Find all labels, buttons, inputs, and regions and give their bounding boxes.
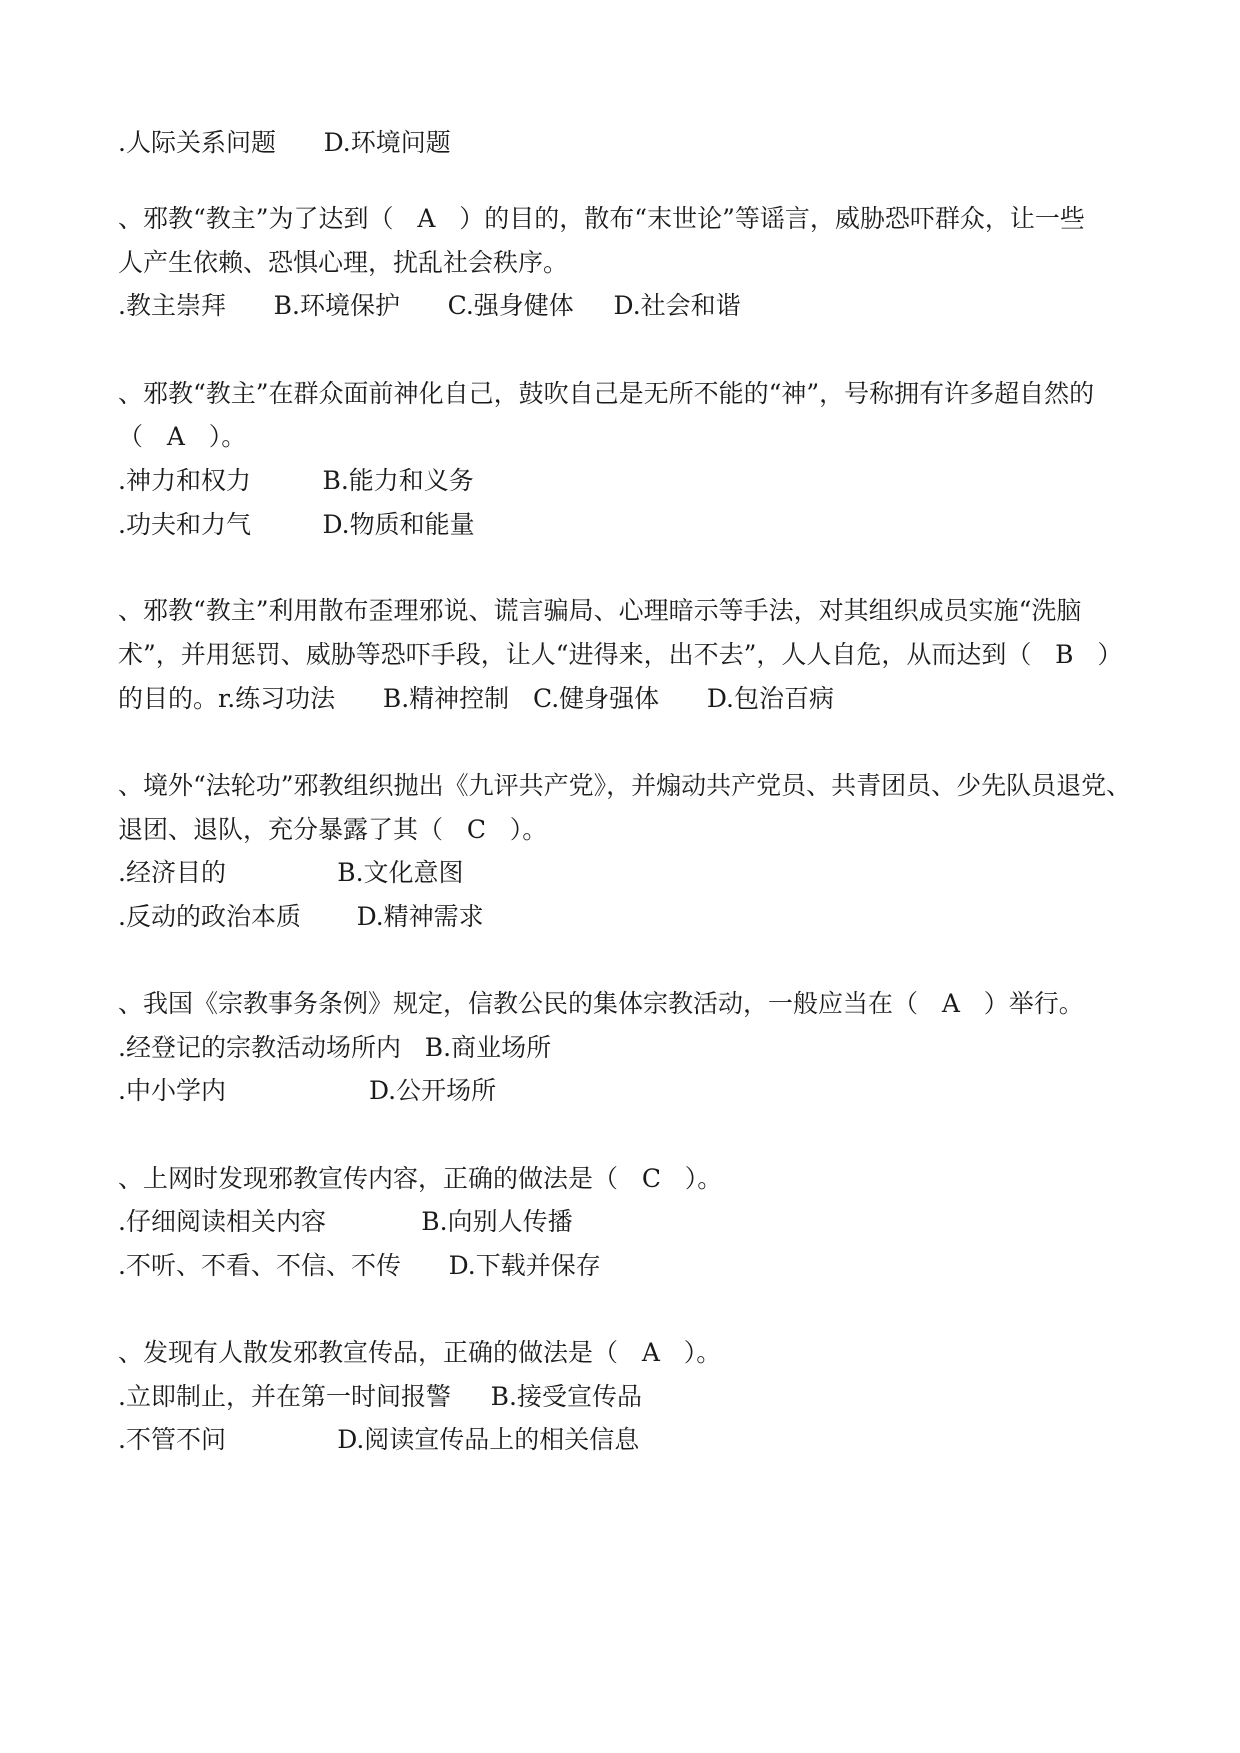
option-line: .人际关系问题 D.环境问题 [118,128,451,157]
question-line: 、邪教“教主”为了达到（ A ）的目的，散布“末世论”等谣言，威胁恐吓群众，让一些 [118,204,1085,233]
question-line: 、邪教“教主”利用散布歪理邪说、谎言骗局、心理暗示等手法，对其组织成员实施“洗脑 [118,596,1082,625]
option-line: .神力和权力 B.能力和义务 [118,466,474,495]
question-line: 退团、退队，充分暴露了其（ C ）。 [118,815,548,844]
option-line: .经济目的 B.文化意图 [118,858,464,887]
question-line: （ A ）。 [118,422,247,451]
question-line: 的目的。r.练习功法 B.精神控制 C.健身强体 D.包治百病 [118,684,834,713]
question-line: 、发现有人散发邪教宣传品，正确的做法是（ A ）。 [118,1338,722,1367]
option-line: .教主崇拜 B.环境保护 C.强身健体 D.社会和谐 [118,291,741,320]
option-line: .不听、不看、不信、不传 D.下载并保存 [118,1251,601,1280]
question-line: 人产生依赖、恐惧心理，扰乱社会秩序。 [118,248,569,277]
option-line: .中小学内 D.公开场所 [118,1076,497,1105]
question-line: 、我国《宗教事务条例》规定，信教公民的集体宗教活动，一般应当在（ A ）举行。 [118,989,1084,1018]
question-line: 、境外“法轮功”邪教组织抛出《九评共产党》，并煽动共产党员、共青团员、少先队员退党、 [118,771,1132,800]
option-line: .立即制止，并在第一时间报警 B.接受宣传品 [118,1382,643,1411]
option-line: .功夫和力气 D.物质和能量 [118,510,475,539]
question-line: 术”，并用惩罚、威胁等恐吓手段，让人“进得来，出不去”，人人自危，从而达到（ B ） [118,640,1123,669]
question-line: 、上网时发现邪教宣传内容，正确的做法是（ C ）。 [118,1164,723,1193]
option-line: .反动的政治本质 D.精神需求 [118,902,484,931]
question-line: 、邪教“教主”在群众面前神化自己，鼓吹自己是无所不能的“神”，号称拥有许多超自然的 [118,379,1095,408]
option-line: .经登记的宗教活动场所内 B.商业场所 [118,1033,552,1062]
option-line: .仔细阅读相关内容 B.向别人传播 [118,1207,573,1236]
option-line: .不管不问 D.阅读宣传品上的相关信息 [118,1425,640,1454]
